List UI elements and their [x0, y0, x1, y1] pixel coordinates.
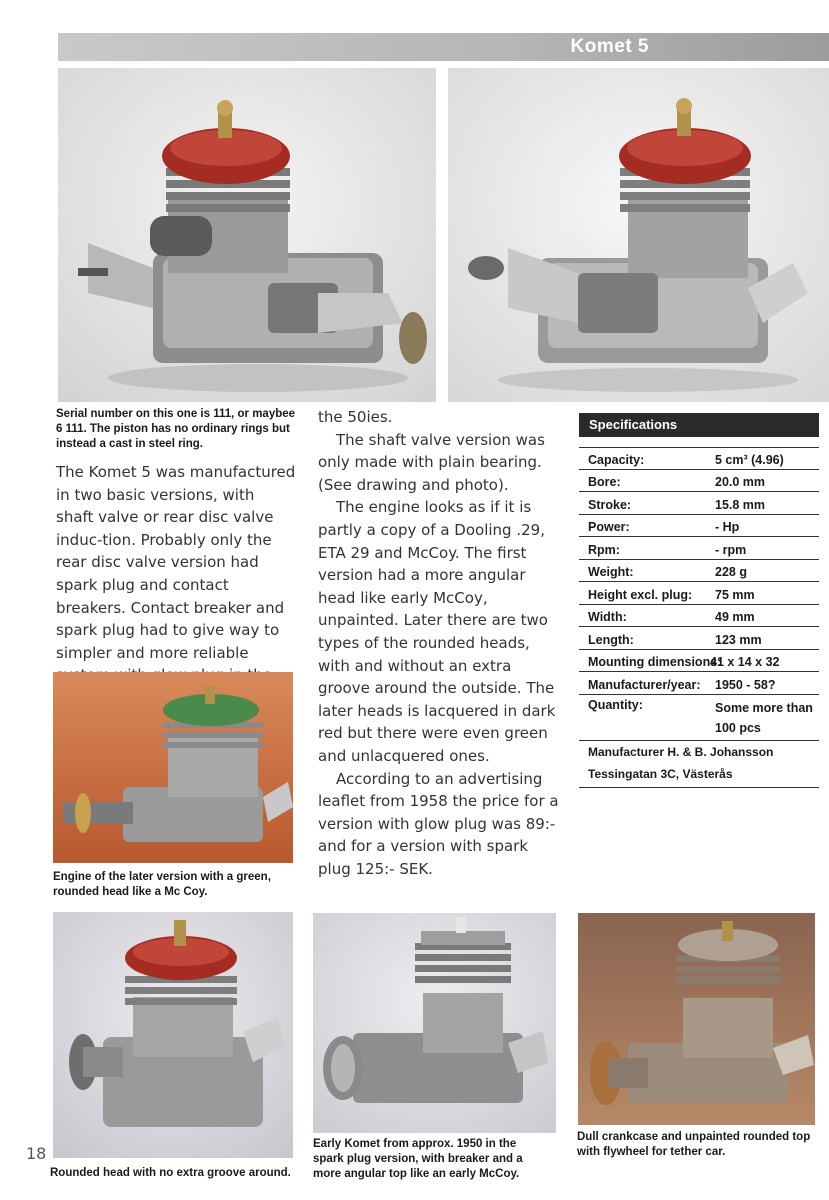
page-title: Komet 5 — [570, 36, 649, 57]
engine-photo-top-right — [448, 68, 829, 402]
spec-row-height: Height excl. plug: 75 mm — [579, 582, 819, 605]
paragraph: The engine looks as if it is partly a copy of a Dooling .29, ETA 29 and McCoy. The first version had a more angular head like early McCoy, unpainted. Later there are two types of the rounded heads, with and without an extra groove around the outside. The later heads is lacquered in dark red but there were even green and unlacquered ones. — [318, 498, 556, 765]
paragraph: The Komet 5 was manufactured in two basic versions, with shaft valve or rear disc valve induc-tion. Probably only the rear disc valve version had spark plug and contact breakers. Contact breaker and spark plug had to give way to simpler and more reliable — [56, 463, 296, 662]
paragraph: According to an advertising leaflet from 1958 the price for a version with glow plug was 89:- and for a version with spark plug 125:- SEK. — [318, 769, 559, 878]
paragraph: The shaft valve version was only made with plain bearing. (See drawing and photo). — [318, 430, 545, 494]
engine-photo-bottom-middle — [313, 913, 556, 1133]
engine-photo-bottom-right — [578, 913, 815, 1125]
paragraph: the 50ies. — [318, 408, 393, 426]
spec-row-rpm: Rpm: - rpm — [579, 537, 819, 560]
spec-row-width: Width: 49 mm — [579, 605, 819, 628]
specifications-table — [579, 413, 819, 788]
spec-row-manufacturer-year: Manufacturer/year: 1950 - 58? — [579, 672, 819, 695]
specifications-heading: Specifications — [579, 413, 819, 437]
engine-photo-green-head — [53, 672, 293, 863]
caption-top-left: Serial number on this one is 111, or maybee 6 111. The piston has no ordinary rings but instead a cast in steel ring. — [56, 408, 296, 450]
spec-manufacturer-address — [579, 741, 819, 788]
caption-green-head: Engine of the later version with a green, rounded head like a Mc Coy. — [53, 871, 271, 898]
engine-photo-top-left — [58, 68, 436, 402]
caption-bottom-right: Dull crankcase and unpainted rounded top with flywheel for tether car. — [577, 1131, 811, 1158]
title-bar — [58, 33, 829, 61]
spec-row-stroke: Stroke: 15.8 mm — [579, 492, 819, 515]
manufacturer-address: Tessingatan 3C, Västerås — [588, 766, 733, 781]
spec-row-length: Length: 123 mm — [579, 627, 819, 650]
spec-row-power: Power: - Hp — [579, 515, 819, 538]
engine-photo-bottom-left — [53, 912, 293, 1158]
spec-row-quantity: Quantity: Some more than 100 pcs — [579, 695, 819, 741]
caption-bottom-middle: Early Komet from approx. 1950 in the spark plug version, with breaker and a more angular top like an early McCoy. — [313, 1138, 523, 1180]
body-text-column-2 — [318, 406, 564, 880]
caption-bottom-left: Rounded head with no extra groove around. — [50, 1167, 291, 1179]
page-number: 18 — [26, 1144, 47, 1163]
spec-row-mounting: Mounting dimensions: 41 x 14 x 32 — [579, 650, 819, 673]
spec-row-bore: Bore: 20.0 mm — [579, 470, 819, 493]
spec-row-capacity: Capacity: 5 cm³ (4.96) — [579, 447, 819, 470]
spec-row-weight: Weight: 228 g — [579, 560, 819, 583]
manufacturer-name: Manufacturer H. & B. Johansson — [588, 744, 774, 759]
